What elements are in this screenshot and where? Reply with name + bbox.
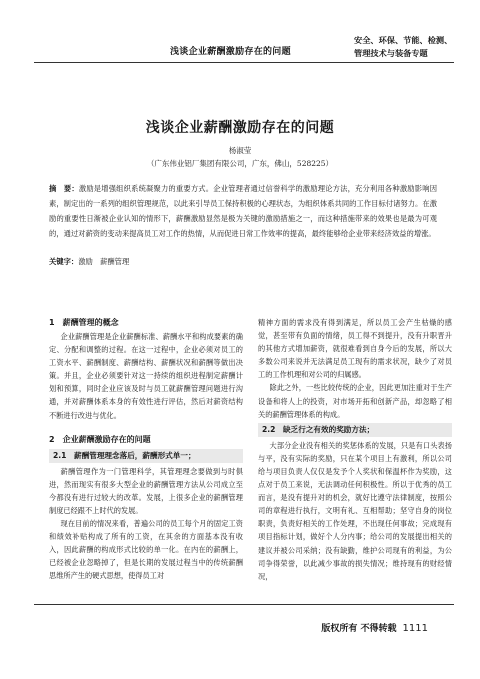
header-rule [34, 62, 454, 63]
right-column [258, 316, 452, 583]
author: 杨淑莹 [228, 146, 252, 155]
subsection-2-1-heading: 2.1 薪酬管理理念落后，薪酬形式单一； [49, 449, 243, 463]
page-number: 1111 [402, 623, 428, 634]
keywords-label: 关键字： [49, 257, 79, 266]
section-line-1: 安全、环保、节能、检测、 [354, 35, 453, 45]
copyright-notice: 版权所有 不得转载 [321, 624, 397, 634]
article-title: 浅谈企业薪酬激励存在的问题 [145, 120, 335, 136]
running-header-title: 浅谈企业薪酬激励存在的问题 [170, 47, 291, 57]
affiliation: （广东伟业铝厂集团有限公司，广东，佛山，528225） [146, 159, 334, 168]
paragraph: 企业薪酬管理是企业薪酬标准、薪酬水平和构成要素的确定、分配和调整的过程。在这一过程中，企业必须对员工的工资水平、薪酬制度、薪酬结构、薪酬状况和薪酬等做出决策。并且，企业必须要针对这一持续的组织进程制定薪酬计划和预算，同时企业应该及时与员工就薪酬管理问题进行沟通，并对薪酬体系本身的有效性进行评估，然后对薪资结构不断进行改进与优化。 [49, 332, 243, 420]
abstract-text: 激励是增强组织系统凝聚力的重要方式。企业管理者通过信誉科学的激励理论方法，充分利用各种激励影响因素，制定出的一系列的组织管理规范，以此来引导员工保持积极的心理状态，为组织体系共同的工作目标付诸努力。在激励的重要性日渐被企业认知的情形下，薪酬激励显然是极为关键的激励措施之一，而这种措施带来的效果也是最为可观的，通过对薪资的变动来提高员工对工作的热情，从而促进日常工作效率的提高，最终能够给企业带来经济效益的增涨。 [49, 184, 437, 238]
footer-rule [34, 604, 454, 605]
section-line-2: 管理技术与装备专题 [354, 48, 428, 58]
abstract-label: 摘 要： [49, 184, 79, 193]
section-2-heading: 2 企业薪酬激励存在的问题 [49, 434, 151, 444]
section-1-heading: 1 薪酬管理的概念 [49, 318, 119, 327]
footer [321, 621, 428, 634]
paragraph: 现在目前的情况来看，普遍公司的员工每个月的固定工资和绩效补贴构成了所有的工资，在其余的方面基本没有收入，因此薪酬的构成形式比较的单一化。在内在的薪酬上，已经被企业忽略掉了，但是长期的发展过程当中的传统薪酬思维所产生的硬式思想，使得员工对 [49, 519, 243, 581]
keywords-text: 激励 薪酬管理 [78, 257, 130, 266]
left-column [49, 316, 243, 583]
paragraph: 薪酬管理作为一门管理科学，其管理理念要做到与时俱进，然而现实有很多大型企业的薪酬管理方法从公司成立至今都没有进行过较大的改革。发展，上很多企业的薪酬管理制度已经跟不上时代的发展。 [49, 466, 243, 515]
abstract [49, 181, 437, 241]
running-header-section [354, 34, 452, 60]
subsection-2-2-heading: 2.2 缺乏行之有效的奖励方法； [258, 423, 452, 437]
paragraph: 大部分企业没有相关的奖惩体系的发展，只是有口头表扬与平，没有实际的奖励，只在某个项目上有激利，所以公司给与项目负责人仅仅是发予个人奖状和保温杯作为奖励，这点对于员工来说，无法调动任何积极性。所以于优秀的员工而言，是没有提升对的机会，就好比遵守法律制度，按照公司的章程进行执行，文明有礼、互相帮助；坚守自身的岗位职责，负责好相关的工作处理，不出现任何事故；完成现有项目指标计划，做好个人分内事；给公司的发展提出相关的建议并被公司采纳；没有缺勤，维护公司现有的利益，为公司争得荣誉，以此减少事故的损失情况；维持现有的财经情况， [258, 440, 452, 581]
keywords [49, 257, 129, 267]
paragraph: 精神方面的需求没有得到满足，所以员工会产生枯燥的感觉，甚至带有负面的情绪，员工得不到提升，没有升职晋升的其他方式增加薪资，就很难看到自身今后的发展，所以大多数公司来说并无法满足员工现有的需求状况，缺少了对员工的工作机理和对公司的归属感。 [258, 318, 452, 380]
paragraph: 除此之外，一些比较传统的企业，因此更加注重对于生产设备和将人上的投资，对市场开拓和创新产品，却忽略了相关的薪酬管理体系的构成。 [258, 383, 452, 419]
